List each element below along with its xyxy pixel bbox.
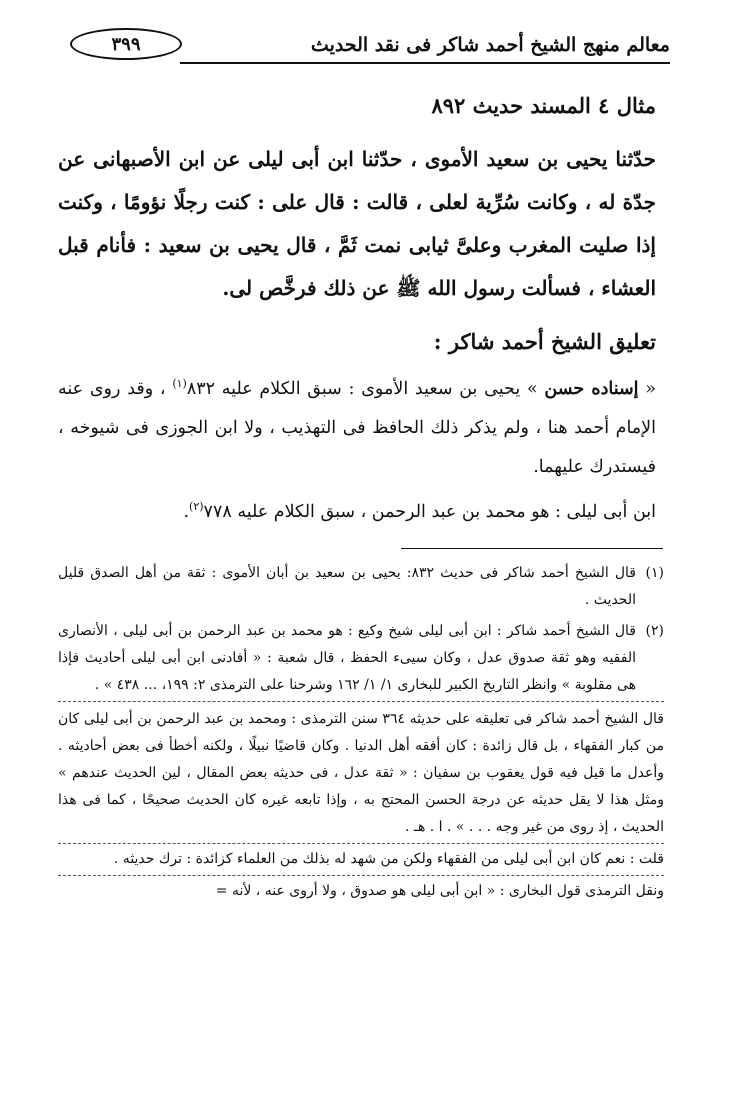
footnote-number: (١) — [645, 565, 664, 581]
footnote-number: (٢) — [645, 623, 664, 639]
page-number: ٣٩٩ — [70, 28, 182, 60]
footnote-text: قال الشيخ أحمد شاكر : ابن أبى ليلى شيخ وكيع : هو محمد بن عبد الرحمن بن أبى ليلى ، الأنصارى الفقيه وهو ثقة صدوق عدل ، وكان سيىء الحفظ ، قال شعبة : « أفادنى ابن أبى ليلى أحاديث فإذا هى مقلوبة » وانظر التاريخ الكبير للبخارى ١/ ١/ ١٦٢ وشرحنا على الترمذى ٢: ١٩٩، ... ٤٣٨ » . — [58, 623, 636, 693]
commentary-1-rest: ، وقد روى عنه الإمام أحمد هنا ، ولم يذكر ذلك الحافظ فى التهذيب ، ولا ابن الجوزى فى شيوخه ، فيستدرك عليهما. — [58, 379, 656, 477]
footnotes — [58, 560, 664, 905]
open-quote: « — [638, 379, 656, 399]
footnote-rule — [401, 548, 663, 549]
commentary-paragraph-2 — [58, 493, 656, 532]
commentary-paragraph-1 — [58, 370, 656, 487]
footnote-ref-2[interactable]: (٢) — [189, 500, 204, 514]
main-text — [58, 86, 656, 532]
commentary-2-text: ابن أبى ليلى : هو محمد بن عبد الرحمن ، سبق الكلام عليه ٧٧٨ — [203, 502, 656, 522]
hadith-heading: مثال ٤ المسند حديث ٨٩٢ — [431, 93, 656, 118]
grading-phrase: إسناده حسن — [544, 379, 639, 399]
commentary-heading: تعليق الشيخ أحمد شاكر : — [433, 329, 656, 354]
footnote-ref-1[interactable]: (١) — [172, 377, 187, 391]
footnote-text: قال الشيخ أحمد شاكر فى حديث ٨٣٢: يحيى بن سعيد بن أبان الأموى : ثقة من أهل الصدق قليل الحديث . — [58, 565, 636, 608]
commentary-2-end: . — [183, 502, 190, 522]
footnote-divider — [58, 843, 664, 844]
footnote-divider — [58, 701, 664, 702]
commentary-1-text: » يحيى بن سعيد الأموى : سبق الكلام عليه ٨٣٢ — [186, 379, 545, 399]
page-header — [70, 22, 670, 66]
footnote-1 — [58, 560, 664, 614]
footnote-2 — [58, 618, 664, 699]
hadith-text: حدّثنا يحيى بن سعيد الأموى ، حدّثنا ابن أبى ليلى عن ابن الأصبهانى عن جدّة له ، وكانت سُرِّية لعلى ، قالت : قال على : كنت رجلًا نؤومًا ، وكنت إذا صليت المغرب وعلىَّ ثيابى نمت ثَمَّ ، قال يحيى بن سعيد : فأنام قبل العشاء ، فسألت رسول الله ﷺ عن ذلك فرخَّص لى. — [58, 147, 656, 300]
footnote-tirmidhi-paragraph: قال الشيخ أحمد شاكر فى تعليقه على حديثه ٣٦٤ سنن الترمذى : ومحمد بن عبد الرحمن بن أبى ليلى كان من كبار الفقهاء ، بل قال زائدة : كان أفقه أهل الدنيا . وكان قاضيًا نبيلًا ، ولكنه أخطأ فى بعض أحاديثه . وأعدل ما قيل فيه قول يعقوب بن سفيان : « ثقة عدل ، فى حديثه بعض المقال ، لين الحديث عندهم » ومثل هذا لا يقل حديثه عن درجة الحسن المحتج به ، وإذا تابعه غيره كان الحديث صحيحًا ، كما فى هذا الحديث ، إذ روى من غير وجه . . . » . ا . هـ . — [58, 711, 664, 835]
footnote-bukhari-paragraph: ونقل الترمذى قول البخارى : « ابن أبى ليلى هو صدوق ، ولا أروى عنه ، لأنه = — [215, 883, 664, 899]
running-title: معالم منهج الشيخ أحمد شاكر فى نقد الحديث — [310, 34, 670, 56]
footnote-divider — [58, 875, 664, 876]
footnote-qult-paragraph: قلت : نعم كان ابن أبى ليلى من الفقهاء ولكن من شهد له بذلك من العلماء كزائدة : ترك حديثه . — [113, 851, 664, 867]
header-rule — [180, 62, 670, 64]
